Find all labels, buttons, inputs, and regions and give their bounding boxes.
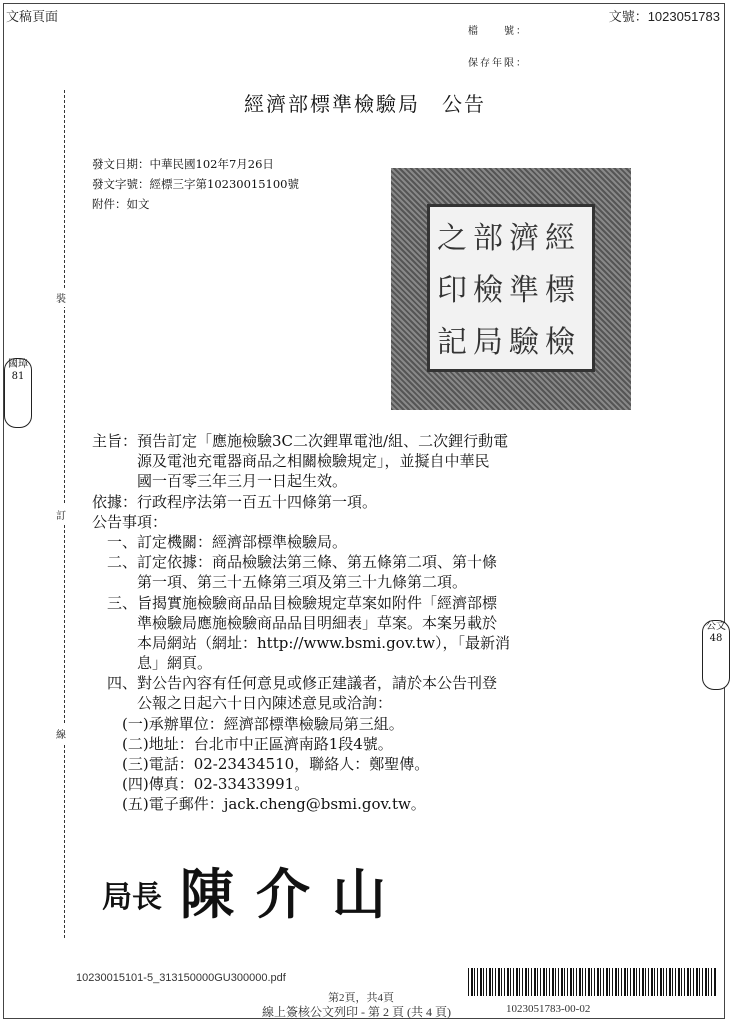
document-number: 文號：1023051783 <box>608 9 720 24</box>
body-line: (五)電子郵件：jack.cheng@bsmi.gov.tw。 <box>92 795 426 814</box>
right-stamp-number: 48 <box>709 633 723 644</box>
body-line: 本局網站（網址：http://www.bsmi.gov.tw），「最新消 <box>92 633 511 652</box>
page-type-label: 文稿頁面 <box>6 9 59 24</box>
body-line: 準檢驗局應施檢驗商品品目明細表」草案。本案另載於 <box>92 613 498 632</box>
footer-page: 第2頁，共4頁 <box>328 992 394 1004</box>
signature-title: 局長 <box>102 880 162 915</box>
file-number-label: 檔 號： <box>468 26 528 37</box>
binding-label-xian: 線 <box>56 724 66 743</box>
seal-glyph: 檢 <box>473 273 503 308</box>
left-stamp-text: 國璋 <box>8 359 28 370</box>
left-side-stamp <box>4 358 32 428</box>
body-line: 三、旨揭實施檢驗商品品目檢驗規定草案如附件「經濟部標 <box>92 593 498 612</box>
body-line: 四、對公告內容有任何意見或修正建議者，請於本公告刊登 <box>92 674 498 693</box>
right-stamp-text: 公文 <box>706 621 726 632</box>
body-line: (一)承辦單位：經濟部標準檢驗局第三組。 <box>92 714 404 733</box>
footer-barcode-number: 1023051783-00-02 <box>506 1003 591 1015</box>
body-line: 國一百零三年三月一日起生效。 <box>92 472 348 491</box>
issue-date: 發文日期：中華民國102年7月26日 <box>92 157 274 171</box>
body-line: 二、訂定依據：商品檢驗法第三條、第五條第二項、第十條 <box>92 553 498 572</box>
footer-filename: 10230015101-5_313150000GU300000.pdf <box>76 972 286 984</box>
body-line: (四)傳真：02-33433991。 <box>92 775 310 794</box>
seal-glyph: 印 <box>437 273 467 308</box>
footer-barcode <box>468 968 716 996</box>
announcement-body <box>92 433 510 817</box>
body-line: 源及電池充電器商品之相關檢驗規定」，並擬自中華民 <box>92 452 490 471</box>
binding-label-zhuang: 裝 <box>56 288 66 307</box>
seal-glyph: 準 <box>509 273 539 308</box>
body-line: 公報之日起六十日內陳述意見或洽詢： <box>92 694 393 713</box>
issue-attachment: 附件：如文 <box>92 197 150 211</box>
body-line: 公告事項： <box>92 512 168 531</box>
footer-print-label: 線上簽核公文列印 - 第 2 頁 (共 4 頁) <box>262 1005 451 1019</box>
seal-glyph: 記 <box>437 325 467 360</box>
issue-number: 發文字號：經標三字第10230015100號 <box>92 177 299 191</box>
right-side-stamp <box>702 620 730 690</box>
seal-glyph: 經 <box>545 221 575 256</box>
seal-glyph: 驗 <box>509 325 539 360</box>
seal-glyph: 部 <box>473 221 503 256</box>
signature-name: 陳介山 <box>180 862 408 926</box>
seal-glyph: 之 <box>437 221 467 256</box>
seal-glyph: 局 <box>473 325 503 360</box>
body-line: 第一項、第三十五條第三項及第三十九條第二項。 <box>92 573 468 592</box>
seal-glyph: 檢 <box>545 325 575 360</box>
left-stamp-number: 81 <box>11 371 25 382</box>
seal-glyph: 標 <box>545 273 575 308</box>
seal-glyph: 濟 <box>509 221 539 256</box>
seal-inner <box>427 204 595 372</box>
body-line: 主旨：預告訂定「應施檢驗3C二次鋰單電池/組、二次鋰行動電 <box>92 432 509 450</box>
body-line: 一、訂定機關：經濟部標準檢驗局。 <box>92 532 348 551</box>
official-seal <box>391 168 631 410</box>
body-line: 息」網頁。 <box>92 654 213 673</box>
body-line: (二)地址：台北市中正區濟南路1段4號。 <box>92 734 393 753</box>
body-line: 依據：行政程序法第一百五十四條第一項。 <box>92 492 378 511</box>
binding-label-ding: 訂 <box>56 505 66 524</box>
document-title: 經濟部標準檢驗局 公告 <box>244 92 486 116</box>
retention-label: 保存年限： <box>468 58 528 69</box>
body-line: (三)電話：02-23434510，聯絡人：鄭聖傳。 <box>92 755 430 773</box>
